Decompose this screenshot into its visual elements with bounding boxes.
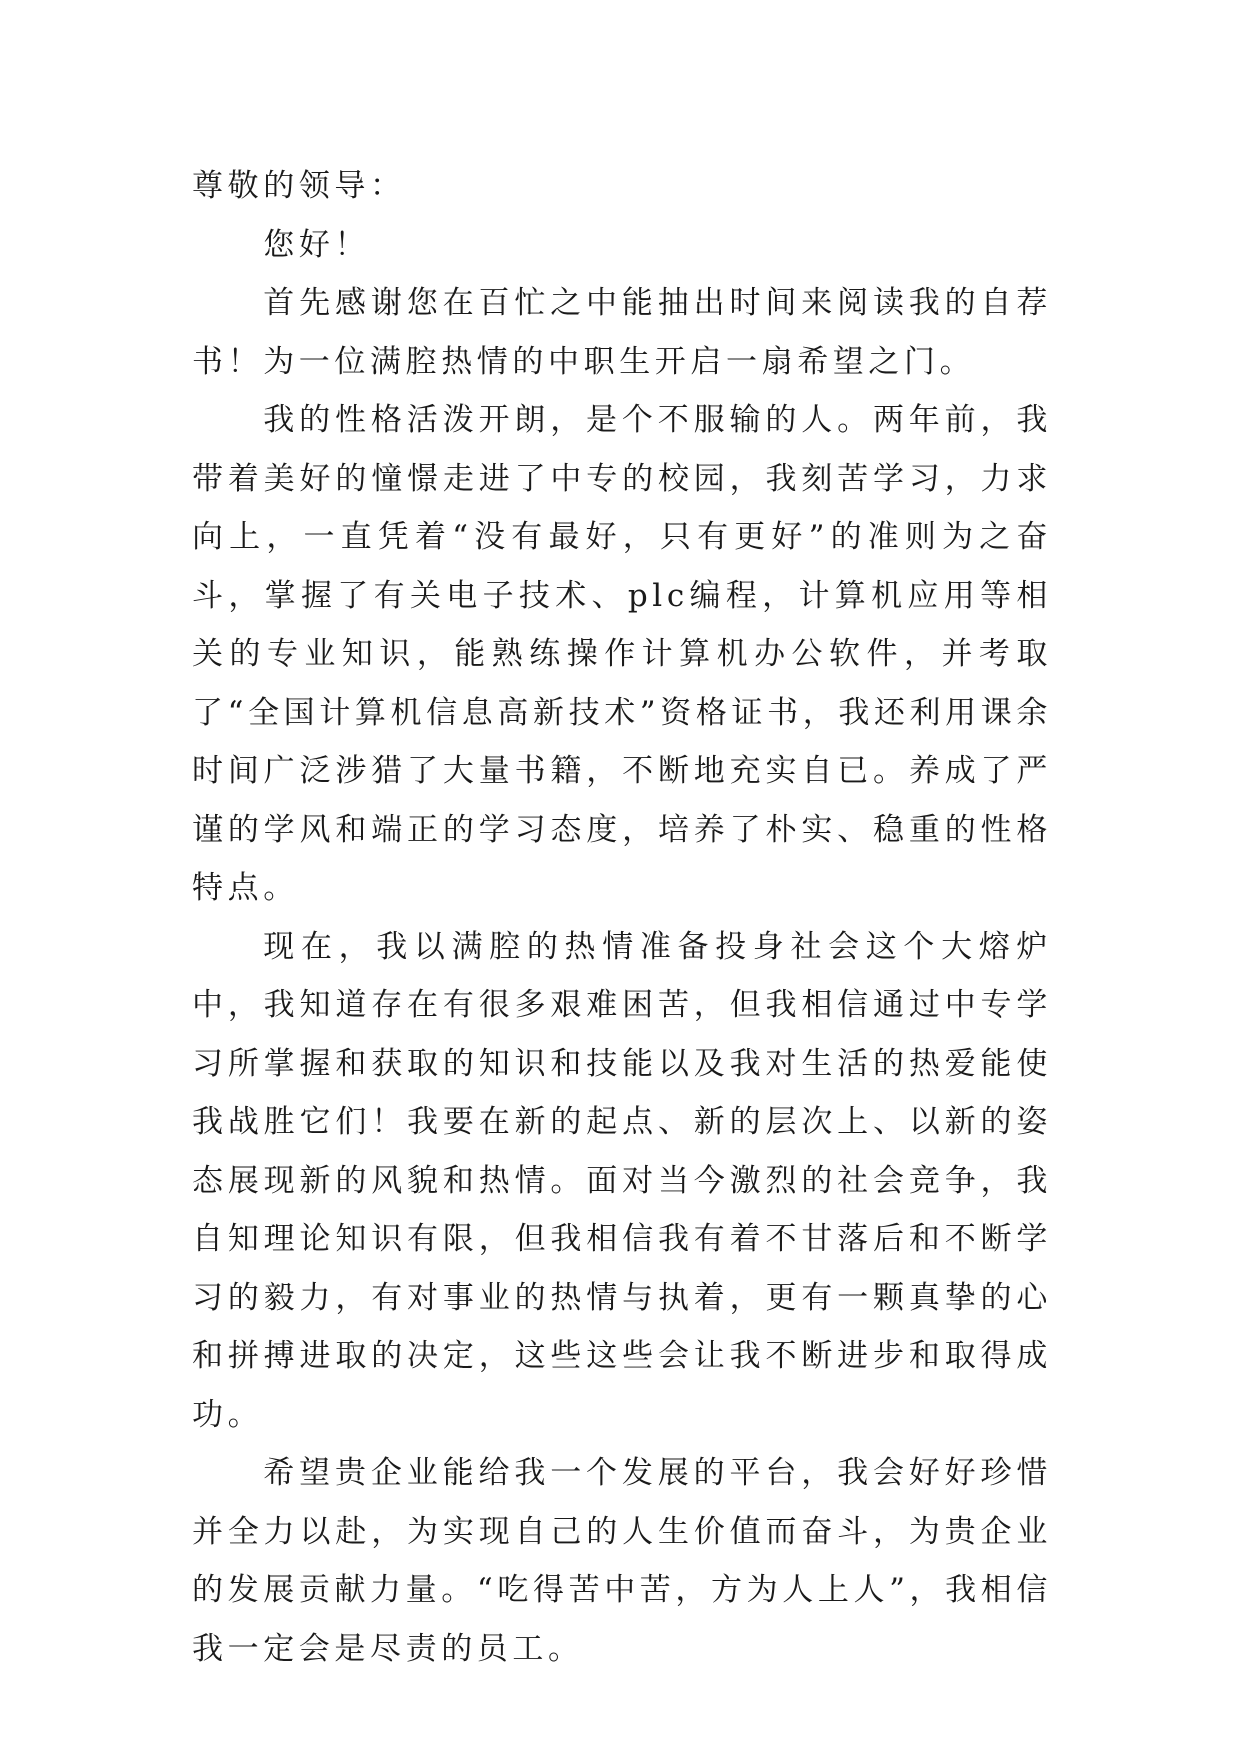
greeting: 您好！: [263, 226, 371, 263]
paragraph-background: 我的性格活泼开朗，是个不服输的人。两年前，我带着美好的憧憬走进了中专的校园，我刻苦学习，力求向上，一直凭着“没有最好，只有更好”的准则为之奋斗，掌握了有关电子技术、plc编程，计算机应用等相关的专业知识，能熟练操作计算机办公软件，并考取了“全国计算机信息高新技术”资格证书，我还利用课余时间广泛涉猎了大量书籍，不断地充实自已。养成了严谨的学风和端正的学习态度，培养了朴实、稳重的性格特点。: [192, 402, 1052, 906]
letter-body: [192, 157, 1052, 1678]
salutation: 尊敬的领导：: [192, 168, 406, 204]
paragraph-closing: 希望贵企业能给我一个发展的平台，我会好好珍惜并全力以赴，为实现自己的人生价值而奋斗，为贵企业的发展贡献力量。“吃得苦中苦，方为人上人”，我相信我一定会是尽责的员工。: [192, 1455, 1052, 1667]
paragraph-aspiration: 现在，我以满腔的热情准备投身社会这个大熔炉中，我知道存在有很多艰难困苦，但我相信通过中专学习所掌握和获取的知识和技能以及我对生活的热爱能使我战胜它们！我要在新的起点、新的层次上、以新的姿态展现新的风貌和热情。面对当今激烈的社会竞争，我自知理论知识有限，但我相信我有着不甘落后和不断学习的毅力，有对事业的热情与执着，更有一颗真挚的心和拼搏进取的决定，这些这些会让我不断进步和取得成功。: [192, 928, 1052, 1433]
paragraph-intro: 首先感谢您在百忙之中能抽出时间来阅读我的自荐书！为一位满腔热情的中职生开启一扇希望之门。: [192, 285, 1052, 380]
